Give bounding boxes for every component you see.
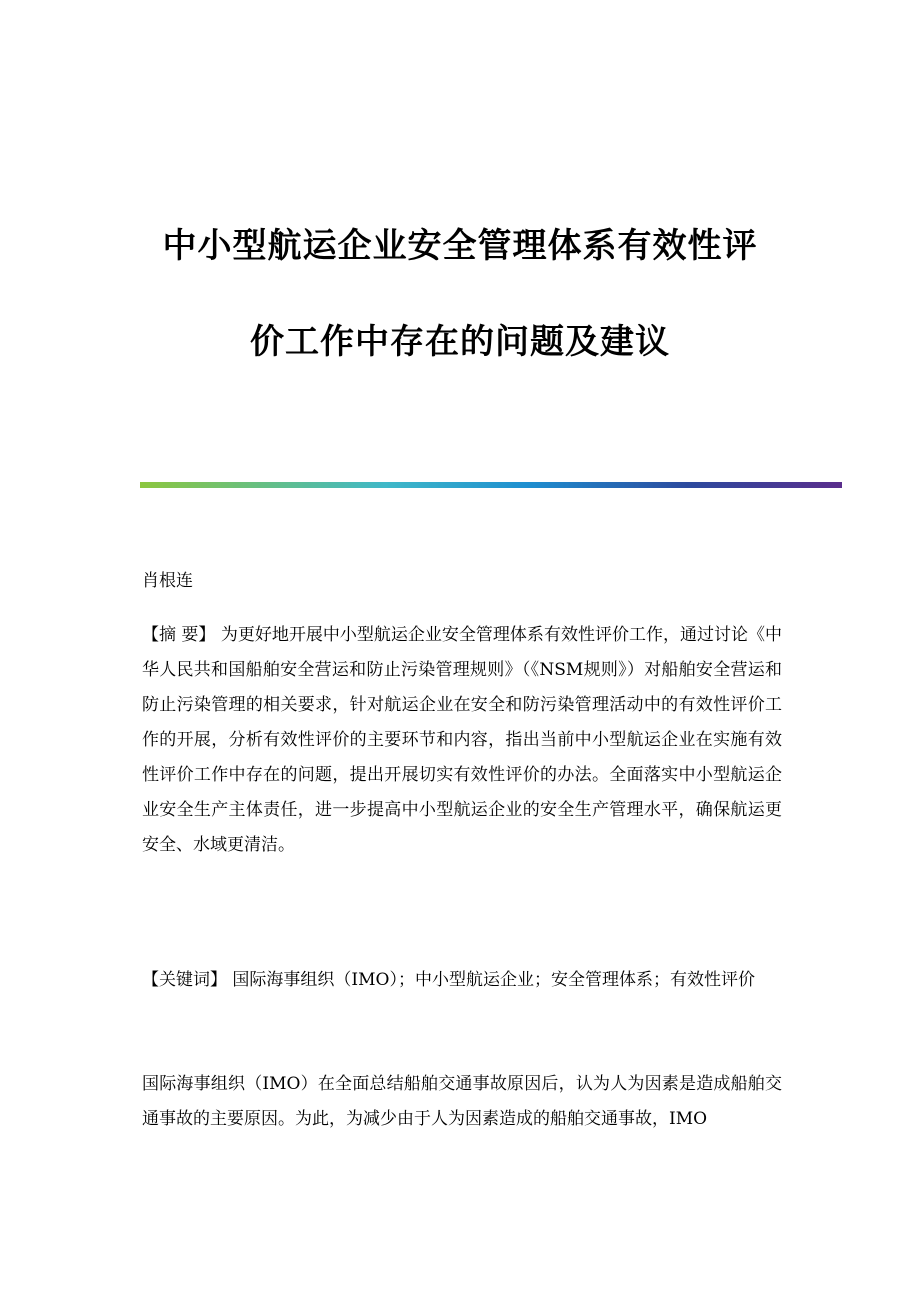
gradient-divider — [140, 482, 842, 488]
body-section — [142, 1067, 782, 1137]
abstract-section — [142, 618, 782, 863]
keywords-text: 国际海事组织（IMO）；中小型航运企业；安全管理体系；有效性评价 — [227, 970, 755, 990]
body-paragraph-1: 国际海事组织（IMO）在全面总结船舶交通事故原因后，认为人为因素是造成船舶交通事故的主要原因。为此，为减少由于人为因素造成的船舶交通事故，IMO — [142, 1074, 782, 1129]
author-name: 肖根连 — [142, 571, 193, 591]
keywords-section — [142, 963, 782, 998]
abstract-label: 【摘 要】 — [142, 625, 216, 645]
title-line-2: 价工作中存在的问题及建议 — [250, 322, 670, 362]
title-line-1: 中小型航运企业安全管理体系有效性评 — [162, 226, 758, 266]
keywords-label: 【关键词】 — [142, 970, 227, 990]
abstract-text: 为更好地开展中小型航运企业安全管理体系有效性评价工作，通过讨论《中华人民共和国船舶安全营运和防止污染管理规则》（《NSM规则》）对船舶安全营运和防止污染管理的相关要求，针对航运企业在安全和防污染管理活动中的有效性评价工作的开展，分析有效性评价的主要环节和内容，指出当前中小型航运企业在实施有效性评价工作中存在的问题，提出开展切实有效性评价的办法。全面落实中小型航运企业安全生产主体责任，进一步提高中小型航运企业的安全生产管理水平，确保航运更安全、水域更清洁。 — [142, 625, 783, 855]
